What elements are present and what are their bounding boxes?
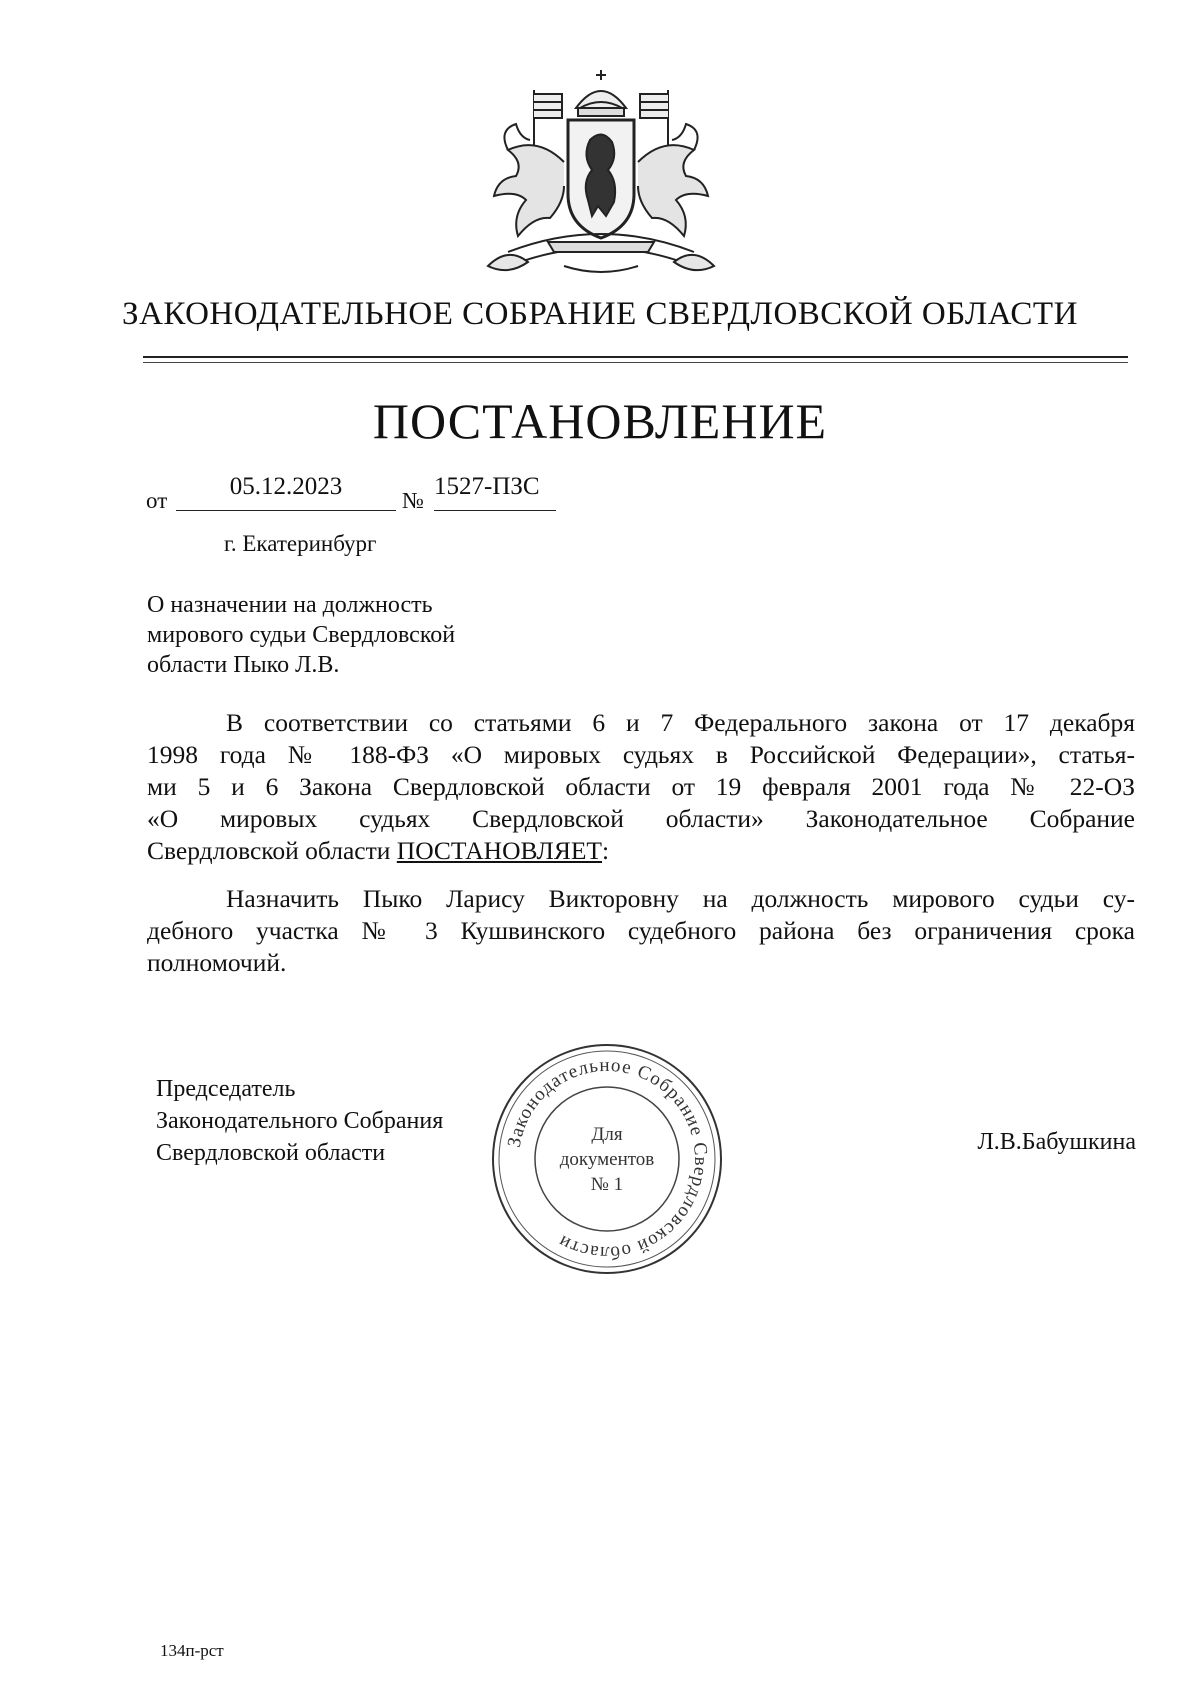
number-prefix: № <box>402 488 424 513</box>
document-city: г. Екатеринбург <box>224 531 377 556</box>
document-date: 05.12.2023 <box>229 473 343 500</box>
date-underline <box>176 510 396 511</box>
stamp-center-line: № 1 <box>590 1174 624 1195</box>
signatory-name: Л.В.Бабушкина <box>977 1129 1136 1155</box>
signatory-title-line: Свердловской области <box>156 1140 386 1166</box>
document-subject <box>147 590 627 680</box>
official-round-stamp <box>488 1040 726 1278</box>
organization-name: ЗАКОНОДАТЕЛЬНОЕ СОБРАНИЕ СВЕРДЛОВСКОЙ ОБЛАСТИ <box>122 296 1078 332</box>
document-type-title: ПОСТАНОВЛЕНИЕ <box>372 393 828 449</box>
paragraph-line: Назначить Пыко Ларису Викторовну на должность мирового судьи су- <box>226 884 1135 913</box>
stamp-ring-text: Законодательное Собрание Свердловской области <box>503 1054 712 1264</box>
paragraph-line: В соответствии со статьями 6 и 7 Федерального закона от 17 декабря <box>226 708 1135 737</box>
paragraph-line: 1998 года № 188-ФЗ «О мировых судьях в Российской Федерации», статья- <box>147 740 1135 769</box>
stamp-center-line: документов <box>559 1149 655 1170</box>
paragraph-line <box>147 835 1135 867</box>
paragraph-line: «О мировых судьях Свердловской области» Законодательное Собрание <box>147 804 1135 833</box>
coat-of-arms-emblem <box>468 66 734 284</box>
signatory-title <box>156 1073 443 1169</box>
resolves-keyword: ПОСТАНОВЛЯЕТ <box>396 836 602 865</box>
header-rule <box>143 356 1128 358</box>
stamp-center-line: Для <box>591 1124 623 1145</box>
paragraph-line-punct: : <box>601 836 610 865</box>
subject-line: мирового судьи Свердловской <box>147 622 456 648</box>
body-paragraph-legal-basis <box>147 707 1135 867</box>
document-number: 1527-ПЗС <box>434 473 540 500</box>
paragraph-line-text: Свердловской области <box>147 836 397 865</box>
subject-line: области Пыко Л.В. <box>147 652 340 678</box>
paragraph-line: полномочий. <box>147 948 287 977</box>
paragraph-line: ми 5 и 6 Закона Свердловской области от 19 февраля 2001 года № 22-ОЗ <box>147 772 1135 801</box>
body-paragraph-appointment <box>147 883 1135 979</box>
paragraph-line: дебного участка № 3 Кушвинского судебного района без ограничения срока <box>147 916 1135 945</box>
footer-form-code: 134п-рст <box>160 1641 224 1660</box>
number-underline <box>434 510 556 511</box>
date-prefix: от <box>146 488 168 513</box>
subject-line: О назначении на должность <box>147 592 433 618</box>
signatory-title-line: Председатель <box>156 1076 296 1102</box>
signatory-title-line: Законодательного Собрания <box>156 1108 444 1134</box>
header-rule-thin <box>143 362 1128 363</box>
